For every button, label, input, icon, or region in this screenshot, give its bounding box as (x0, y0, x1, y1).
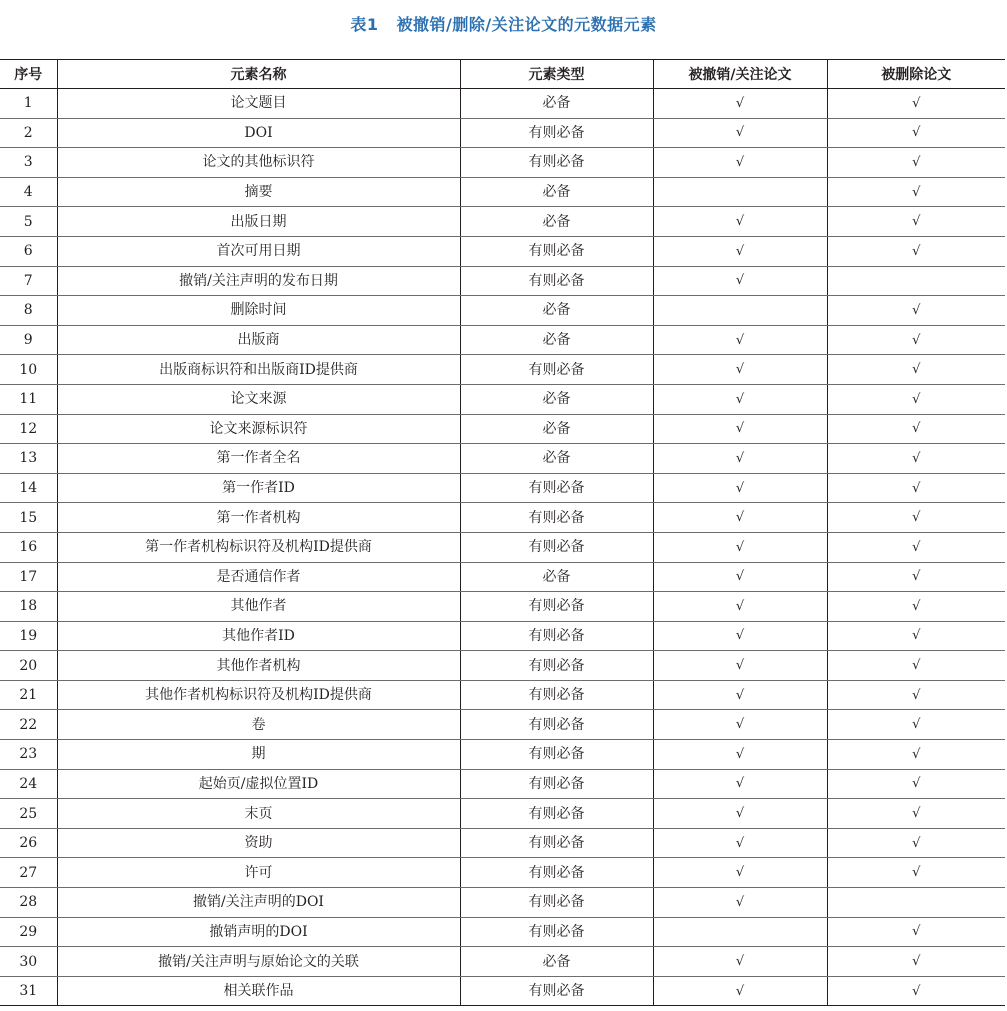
element-type-cell: 必备 (460, 562, 653, 592)
element-name-cell: 撤销声明的DOI (57, 917, 460, 947)
retracted-check-cell: √ (653, 740, 827, 770)
element-name-cell: 出版日期 (57, 207, 460, 237)
retracted-check-cell: √ (653, 799, 827, 829)
row-index: 4 (0, 177, 57, 207)
table-row (0, 888, 1005, 918)
table-row (0, 473, 1005, 503)
table-row (0, 799, 1005, 829)
retracted-check-cell: √ (653, 266, 827, 296)
retracted-check-cell: √ (653, 444, 827, 474)
retracted-check-cell: √ (653, 118, 827, 148)
retracted-check-cell: √ (653, 651, 827, 681)
element-type-cell: 有则必备 (460, 828, 653, 858)
header-index: 序号 (0, 60, 57, 89)
element-name-cell: 资助 (57, 828, 460, 858)
header-deleted-paper: 被删除论文 (827, 60, 1005, 89)
deleted-check-cell: √ (827, 384, 1005, 414)
deleted-check-cell: √ (827, 177, 1005, 207)
row-index: 5 (0, 207, 57, 237)
element-name-cell: 论文来源 (57, 384, 460, 414)
deleted-check-cell: √ (827, 769, 1005, 799)
deleted-check-cell: √ (827, 325, 1005, 355)
element-name-cell: 撤销/关注声明的发布日期 (57, 266, 460, 296)
table-row (0, 503, 1005, 533)
element-type-cell: 必备 (460, 177, 653, 207)
row-index: 26 (0, 828, 57, 858)
element-type-cell: 有则必备 (460, 355, 653, 385)
row-index: 21 (0, 680, 57, 710)
retracted-check-cell: √ (653, 148, 827, 178)
element-name-cell: 是否通信作者 (57, 562, 460, 592)
element-type-cell: 必备 (460, 325, 653, 355)
element-type-cell: 有则必备 (460, 917, 653, 947)
table-row (0, 917, 1005, 947)
table-row (0, 207, 1005, 237)
header-element-name: 元素名称 (57, 60, 460, 89)
table-row (0, 740, 1005, 770)
element-name-cell: 第一作者机构标识符及机构ID提供商 (57, 532, 460, 562)
element-type-cell: 有则必备 (460, 236, 653, 266)
table-header (0, 60, 1005, 89)
element-name-cell: 撤销/关注声明与原始论文的关联 (57, 947, 460, 977)
element-type-cell: 有则必备 (460, 118, 653, 148)
retracted-check-cell: √ (653, 384, 827, 414)
table-row (0, 621, 1005, 651)
retracted-check-cell: √ (653, 947, 827, 977)
deleted-check-cell: √ (827, 236, 1005, 266)
retracted-check-cell: √ (653, 207, 827, 237)
deleted-check-cell: √ (827, 592, 1005, 622)
table-caption (0, 12, 1007, 35)
row-index: 2 (0, 118, 57, 148)
row-index: 11 (0, 384, 57, 414)
element-name-cell: 相关联作品 (57, 976, 460, 1006)
element-type-cell: 有则必备 (460, 148, 653, 178)
row-index: 8 (0, 296, 57, 326)
table-caption-text: 被撤销/删除/关注论文的元数据元素 (396, 15, 657, 34)
deleted-check-cell: √ (827, 976, 1005, 1006)
deleted-check-cell: √ (827, 355, 1005, 385)
metadata-table (0, 59, 1005, 1006)
retracted-check-cell: √ (653, 858, 827, 888)
deleted-check-cell: √ (827, 296, 1005, 326)
table-row (0, 177, 1005, 207)
element-type-cell: 有则必备 (460, 621, 653, 651)
element-name-cell: 期 (57, 740, 460, 770)
row-index: 22 (0, 710, 57, 740)
element-type-cell: 有则必备 (460, 266, 653, 296)
element-type-cell: 有则必备 (460, 740, 653, 770)
element-type-cell: 必备 (460, 207, 653, 237)
row-index: 29 (0, 917, 57, 947)
element-type-cell: 有则必备 (460, 888, 653, 918)
deleted-check-cell: √ (827, 858, 1005, 888)
header-retracted-paper: 被撤销/关注论文 (653, 60, 827, 89)
row-index: 30 (0, 947, 57, 977)
row-index: 14 (0, 473, 57, 503)
table-row (0, 858, 1005, 888)
table-row (0, 769, 1005, 799)
deleted-check-cell: √ (827, 148, 1005, 178)
table-row (0, 384, 1005, 414)
row-index: 6 (0, 236, 57, 266)
retracted-check-cell: √ (653, 473, 827, 503)
deleted-check-cell: √ (827, 680, 1005, 710)
table-row (0, 148, 1005, 178)
table-row (0, 947, 1005, 977)
element-type-cell: 必备 (460, 414, 653, 444)
element-type-cell: 必备 (460, 947, 653, 977)
retracted-check-cell: √ (653, 710, 827, 740)
element-type-cell: 有则必备 (460, 858, 653, 888)
element-name-cell: 第一作者全名 (57, 444, 460, 474)
deleted-check-cell (827, 266, 1005, 296)
row-index: 23 (0, 740, 57, 770)
deleted-check-cell: √ (827, 503, 1005, 533)
row-index: 15 (0, 503, 57, 533)
element-name-cell: 删除时间 (57, 296, 460, 326)
element-name-cell: 撤销/关注声明的DOI (57, 888, 460, 918)
retracted-check-cell: √ (653, 414, 827, 444)
element-name-cell: 起始页/虚拟位置ID (57, 769, 460, 799)
retracted-check-cell: √ (653, 888, 827, 918)
element-name-cell: 出版商标识符和出版商ID提供商 (57, 355, 460, 385)
retracted-check-cell: √ (653, 355, 827, 385)
retracted-check-cell: √ (653, 503, 827, 533)
deleted-check-cell: √ (827, 621, 1005, 651)
table-row (0, 444, 1005, 474)
element-type-cell: 有则必备 (460, 799, 653, 829)
table-row (0, 562, 1005, 592)
deleted-check-cell: √ (827, 710, 1005, 740)
deleted-check-cell: √ (827, 651, 1005, 681)
row-index: 31 (0, 976, 57, 1006)
element-name-cell: 卷 (57, 710, 460, 740)
deleted-check-cell: √ (827, 562, 1005, 592)
element-type-cell: 有则必备 (460, 769, 653, 799)
retracted-check-cell: √ (653, 769, 827, 799)
retracted-check-cell: √ (653, 236, 827, 266)
table-row (0, 828, 1005, 858)
retracted-check-cell: √ (653, 621, 827, 651)
element-type-cell: 必备 (460, 444, 653, 474)
deleted-check-cell: √ (827, 444, 1005, 474)
element-name-cell: 摘要 (57, 177, 460, 207)
row-index: 24 (0, 769, 57, 799)
table-row (0, 651, 1005, 681)
element-type-cell: 必备 (460, 384, 653, 414)
element-type-cell: 有则必备 (460, 503, 653, 533)
element-name-cell: 其他作者机构 (57, 651, 460, 681)
table-row (0, 266, 1005, 296)
row-index: 19 (0, 621, 57, 651)
table-row (0, 118, 1005, 148)
row-index: 12 (0, 414, 57, 444)
table-row (0, 592, 1005, 622)
deleted-check-cell (827, 888, 1005, 918)
element-name-cell: 其他作者机构标识符及机构ID提供商 (57, 680, 460, 710)
retracted-check-cell (653, 296, 827, 326)
row-index: 10 (0, 355, 57, 385)
row-index: 18 (0, 592, 57, 622)
row-index: 7 (0, 266, 57, 296)
element-name-cell: 论文的其他标识符 (57, 148, 460, 178)
table-body (0, 89, 1005, 1006)
retracted-check-cell (653, 177, 827, 207)
row-index: 28 (0, 888, 57, 918)
retracted-check-cell: √ (653, 325, 827, 355)
element-name-cell: 论文来源标识符 (57, 414, 460, 444)
row-index: 20 (0, 651, 57, 681)
deleted-check-cell: √ (827, 473, 1005, 503)
row-index: 25 (0, 799, 57, 829)
deleted-check-cell: √ (827, 947, 1005, 977)
element-name-cell: 第一作者ID (57, 473, 460, 503)
row-index: 1 (0, 89, 57, 119)
element-name-cell: 许可 (57, 858, 460, 888)
deleted-check-cell: √ (827, 414, 1005, 444)
row-index: 3 (0, 148, 57, 178)
element-name-cell: 论文题目 (57, 89, 460, 119)
retracted-check-cell: √ (653, 680, 827, 710)
header-row (0, 60, 1005, 89)
retracted-check-cell: √ (653, 89, 827, 119)
table-row (0, 414, 1005, 444)
element-type-cell: 必备 (460, 89, 653, 119)
element-name-cell: 其他作者ID (57, 621, 460, 651)
deleted-check-cell: √ (827, 207, 1005, 237)
retracted-check-cell: √ (653, 976, 827, 1006)
table-row (0, 532, 1005, 562)
retracted-check-cell: √ (653, 532, 827, 562)
table-row (0, 325, 1005, 355)
deleted-check-cell: √ (827, 740, 1005, 770)
table-row (0, 976, 1005, 1006)
table-row (0, 89, 1005, 119)
retracted-check-cell: √ (653, 592, 827, 622)
table-caption-label: 表1 (350, 15, 379, 34)
table-row (0, 296, 1005, 326)
deleted-check-cell: √ (827, 532, 1005, 562)
element-name-cell: 末页 (57, 799, 460, 829)
element-type-cell: 有则必备 (460, 473, 653, 503)
deleted-check-cell: √ (827, 118, 1005, 148)
table-row (0, 236, 1005, 266)
row-index: 9 (0, 325, 57, 355)
row-index: 13 (0, 444, 57, 474)
table-row (0, 710, 1005, 740)
deleted-check-cell: √ (827, 799, 1005, 829)
element-type-cell: 有则必备 (460, 651, 653, 681)
row-index: 17 (0, 562, 57, 592)
row-index: 16 (0, 532, 57, 562)
element-type-cell: 有则必备 (460, 532, 653, 562)
element-type-cell: 有则必备 (460, 680, 653, 710)
row-index: 27 (0, 858, 57, 888)
deleted-check-cell: √ (827, 828, 1005, 858)
element-type-cell: 有则必备 (460, 592, 653, 622)
element-name-cell: 第一作者机构 (57, 503, 460, 533)
element-name-cell: DOI (57, 118, 460, 148)
table-row (0, 680, 1005, 710)
table-row (0, 355, 1005, 385)
deleted-check-cell: √ (827, 917, 1005, 947)
element-name-cell: 出版商 (57, 325, 460, 355)
retracted-check-cell: √ (653, 562, 827, 592)
retracted-check-cell (653, 917, 827, 947)
header-element-type: 元素类型 (460, 60, 653, 89)
element-name-cell: 其他作者 (57, 592, 460, 622)
element-name-cell: 首次可用日期 (57, 236, 460, 266)
element-type-cell: 有则必备 (460, 976, 653, 1006)
retracted-check-cell: √ (653, 828, 827, 858)
element-type-cell: 有则必备 (460, 710, 653, 740)
element-type-cell: 必备 (460, 296, 653, 326)
deleted-check-cell: √ (827, 89, 1005, 119)
